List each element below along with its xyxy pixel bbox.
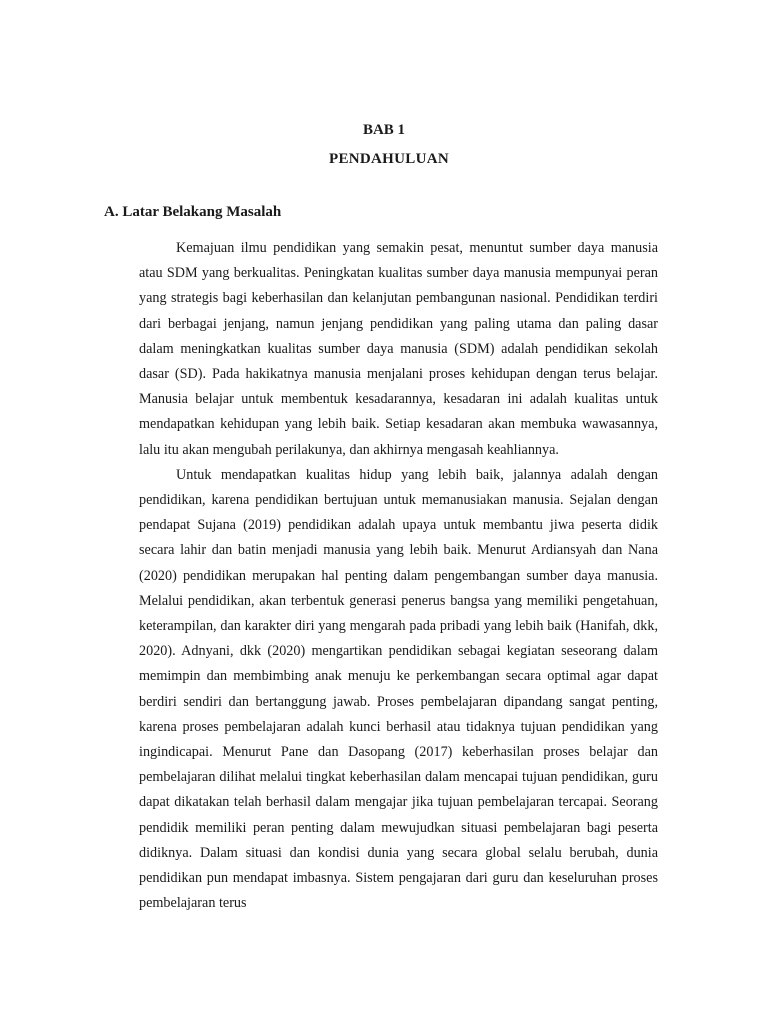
- paragraph: Untuk mendapatkan kualitas hidup yang lebih baik, jalannya adalah dengan pendidikan, karena pendidikan bertujuan untuk memanusiakan manusia. Sejalan dengan pendapat Sujana (2019) pendidikan adalah upaya untuk membantu jiwa peserta didik secara lahir dan batin menjadi manusia yang lebih baik. Menurut Ardiansyah dan Nana (2020) pendidikan merupakan hal penting dalam pengembangan sumber daya manusia. Melalui pendidikan, akan terbentuk generasi penerus bangsa yang memiliki pengetahuan, keterampilan, dan karakter diri yang mengarah pada pribadi yang lebih baik (Hanifah, dkk, 2020). Adnyani, dkk (2020) mengartikan pendidikan sebagai kegiatan seseorang dalam memimpin dan membimbing anak menuju ke perkembangan secara optimal agar dapat berdiri sendiri dan bertanggung jawab. Proses pembelajaran dipandang sangat penting, karena proses pembelajaran adalah kunci berhasil atau tidaknya tujuan pendidikan yang ingindicapai. Menurut Pane dan Dasopang (2017) keberhasilan proses belajar dan pembelajaran dilihat melalui tingkat keberhasilan dalam mencapai tujuan pendidikan, guru dapat dikatakan telah berhasil dalam mengajar jika tujuan pembelajaran tercapai. Seorang pendidik memiliki peran penting dalam mewujudkan situasi pembelajaran bagi peserta didiknya. Dalam situasi dan kondisi dunia yang secara global selalu berubah, dunia pendidikan pun mendapat imbasnya. Sistem pengajaran dari guru dan keseluruhan proses pembelajaran terus: [139, 466, 658, 912]
- paragraph: Kemajuan ilmu pendidikan yang semakin pesat, menuntut sumber daya manusia atau SDM yang berkualitas. Peningkatan kualitas sumber daya manusia mempunyai peran yang strategis bagi keberhasilan dan kelanjutan pembangunan nasional. Pendidikan terdiri dari berbagai jenjang, namun jenjang pendidikan yang paling utama dan paling dasar dalam meningkatkan kualitas sumber daya manusia (SDM) adalah pendidikan sekolah dasar (SD). Pada hakikatnya manusia menjalani proses kehidupan dengan terus belajar. Manusia belajar untuk membentuk kesadarannya, kesadaran ini adalah kualitas untuk mendapatkan kehidupan yang lebih baik. Setiap kesadaran akan membuka wawasannya, lalu itu akan mengubah perilakunya, dan akhirnya mengasah keahliannya.: [139, 240, 658, 458]
- chapter-title: PENDAHULUAN: [329, 151, 449, 167]
- section-heading: A. Latar Belakang Masalah: [104, 204, 282, 220]
- body-text: [139, 236, 658, 916]
- chapter-number: BAB 1: [362, 122, 406, 138]
